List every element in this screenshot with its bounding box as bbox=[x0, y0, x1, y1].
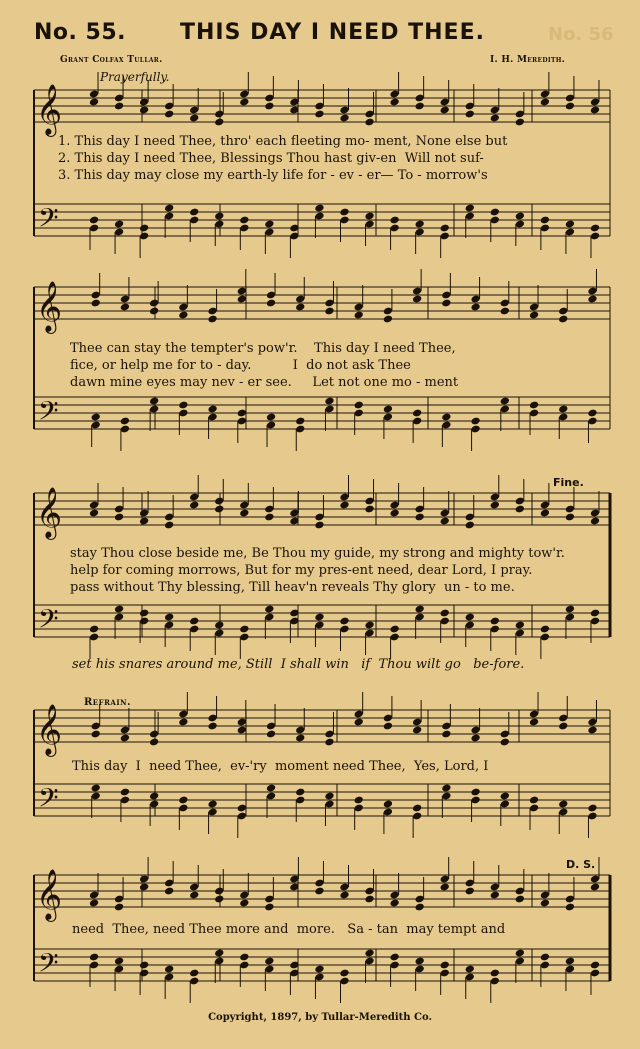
note-head bbox=[89, 625, 99, 634]
lyric-line: 2. This day I need Thee, Blessings Thou hast giv-en Will not suf- bbox=[58, 151, 484, 166]
note-head bbox=[515, 621, 525, 630]
note-head bbox=[500, 397, 510, 406]
note-head bbox=[339, 114, 349, 123]
note-head bbox=[120, 788, 130, 797]
note-head bbox=[558, 315, 568, 324]
clef-sign: 𝄢 bbox=[38, 395, 59, 433]
note-head bbox=[364, 118, 374, 127]
note-head bbox=[529, 311, 539, 320]
lyric-line: 3. This day may close my earth-ly life for - ev - er— To - morrow's bbox=[58, 168, 488, 183]
note-head bbox=[441, 730, 451, 739]
note-head bbox=[314, 887, 324, 896]
lyric-line: 1. This day I need Thee, thro' each fleeting mo- ment, None else but bbox=[58, 134, 508, 149]
note-head bbox=[139, 609, 149, 618]
note-head bbox=[114, 102, 124, 111]
note-head bbox=[587, 409, 597, 418]
note-head bbox=[139, 517, 149, 526]
note-head bbox=[89, 899, 99, 908]
note-head bbox=[214, 895, 224, 904]
note-head bbox=[264, 957, 274, 966]
note-head bbox=[383, 800, 393, 809]
lyric-line: fice, or help me for to - day. I do not ask Thee bbox=[70, 358, 411, 373]
note-head bbox=[214, 212, 224, 221]
note-head bbox=[214, 118, 224, 127]
note-head bbox=[412, 726, 422, 735]
note-head bbox=[89, 98, 99, 107]
note-head bbox=[540, 899, 550, 908]
note-head bbox=[389, 216, 399, 225]
note-head bbox=[389, 509, 399, 518]
note-head bbox=[120, 734, 130, 743]
note-head bbox=[440, 883, 450, 892]
note-head bbox=[314, 613, 324, 622]
composer-credit: I. H. Meredith. bbox=[490, 55, 566, 65]
note-head bbox=[239, 899, 249, 908]
note-head bbox=[540, 216, 550, 225]
note-head bbox=[540, 98, 550, 107]
note-head bbox=[189, 617, 199, 626]
note-head bbox=[139, 224, 149, 233]
note-head bbox=[415, 605, 425, 614]
note-head bbox=[415, 220, 425, 229]
note-head bbox=[490, 501, 500, 510]
note-head bbox=[470, 303, 480, 312]
note-head bbox=[266, 784, 276, 793]
bleed-through-number: No. 56 bbox=[548, 24, 614, 45]
note-head bbox=[324, 738, 334, 747]
note-head bbox=[441, 784, 451, 793]
note-head bbox=[239, 509, 249, 518]
note-head bbox=[558, 722, 568, 731]
note-head bbox=[178, 401, 188, 410]
note-head bbox=[529, 401, 539, 410]
note-head bbox=[565, 220, 575, 229]
note-head bbox=[266, 413, 276, 422]
note-head bbox=[120, 303, 130, 312]
note-head bbox=[540, 953, 550, 962]
note-head bbox=[465, 887, 475, 896]
note-head bbox=[339, 208, 349, 217]
note-head bbox=[565, 102, 575, 111]
fine-marking: Fine. bbox=[553, 476, 584, 489]
clef-sign: 𝄞 bbox=[36, 869, 63, 920]
note-head bbox=[189, 969, 199, 978]
note-head bbox=[558, 405, 568, 414]
note-head bbox=[364, 895, 374, 904]
note-head bbox=[237, 295, 247, 304]
note-head bbox=[540, 509, 550, 518]
note-head bbox=[339, 617, 349, 626]
note-head bbox=[89, 216, 99, 225]
note-head bbox=[295, 417, 305, 426]
note-head bbox=[440, 517, 450, 526]
note-head bbox=[412, 804, 422, 813]
note-head bbox=[339, 501, 349, 510]
note-head bbox=[354, 311, 364, 320]
note-head bbox=[164, 521, 174, 530]
note-head bbox=[264, 903, 274, 912]
note-head bbox=[266, 730, 276, 739]
lyricist-credit: Grant Colfax Tullar. bbox=[60, 55, 163, 65]
note-head bbox=[178, 718, 188, 727]
note-head bbox=[383, 405, 393, 414]
ds-marking: D. S. bbox=[566, 858, 596, 871]
note-head bbox=[500, 738, 510, 747]
note-head bbox=[139, 961, 149, 970]
note-head bbox=[389, 899, 399, 908]
note-head bbox=[189, 208, 199, 217]
note-head bbox=[354, 796, 364, 805]
clef-sign: 𝄢 bbox=[38, 947, 59, 985]
note-head bbox=[339, 969, 349, 978]
note-head bbox=[490, 208, 500, 217]
hymn-title: THIS DAY I NEED THEE. bbox=[180, 20, 485, 45]
note-head bbox=[266, 299, 276, 308]
note-head bbox=[207, 315, 217, 324]
note-head bbox=[558, 800, 568, 809]
note-head bbox=[178, 311, 188, 320]
note-head bbox=[440, 609, 450, 618]
note-head bbox=[114, 220, 124, 229]
note-head bbox=[189, 114, 199, 123]
note-head bbox=[214, 621, 224, 630]
note-head bbox=[149, 792, 159, 801]
note-head bbox=[89, 953, 99, 962]
note-head bbox=[389, 98, 399, 107]
note-head bbox=[587, 804, 597, 813]
note-head bbox=[264, 102, 274, 111]
note-head bbox=[415, 102, 425, 111]
note-head bbox=[239, 625, 249, 634]
note-head bbox=[415, 903, 425, 912]
note-head bbox=[415, 957, 425, 966]
note-head bbox=[324, 792, 334, 801]
note-head bbox=[470, 734, 480, 743]
lyric-line: help for coming morrows, But for my pres-ent need, dear Lord, I pray. bbox=[70, 563, 533, 578]
note-head bbox=[295, 734, 305, 743]
note-head bbox=[529, 796, 539, 805]
note-head bbox=[470, 417, 480, 426]
note-head bbox=[389, 625, 399, 634]
note-head bbox=[314, 110, 324, 119]
note-head bbox=[354, 718, 364, 727]
note-head bbox=[565, 513, 575, 522]
lyric-line: This day I need Thee, ev-'ry moment need Thee, Yes, Lord, I bbox=[72, 759, 489, 774]
note-head bbox=[91, 730, 101, 739]
note-head bbox=[237, 804, 247, 813]
note-head bbox=[239, 98, 249, 107]
note-head bbox=[295, 303, 305, 312]
note-head bbox=[515, 895, 525, 904]
note-head bbox=[91, 784, 101, 793]
note-head bbox=[465, 613, 475, 622]
note-head bbox=[587, 726, 597, 735]
note-head bbox=[264, 513, 274, 522]
note-head bbox=[515, 118, 525, 127]
note-head bbox=[412, 409, 422, 418]
note-head bbox=[239, 953, 249, 962]
note-head bbox=[324, 397, 334, 406]
note-head bbox=[540, 625, 550, 634]
note-head bbox=[590, 609, 600, 618]
note-head bbox=[470, 788, 480, 797]
note-head bbox=[324, 307, 334, 316]
note-head bbox=[237, 726, 247, 735]
clef-sign: 𝄞 bbox=[36, 281, 63, 332]
note-head bbox=[89, 509, 99, 518]
note-head bbox=[314, 521, 324, 530]
note-head bbox=[237, 409, 247, 418]
note-head bbox=[364, 621, 374, 630]
note-head bbox=[465, 965, 475, 974]
clef-sign: 𝄢 bbox=[38, 603, 59, 641]
note-head bbox=[91, 413, 101, 422]
note-head bbox=[164, 110, 174, 119]
note-head bbox=[590, 224, 600, 233]
lyric-line: need Thee, need Thee more and more. Sa - tan may tempt and bbox=[72, 922, 506, 937]
note-head bbox=[354, 401, 364, 410]
note-head bbox=[189, 501, 199, 510]
note-head bbox=[490, 891, 500, 900]
note-head bbox=[207, 722, 217, 731]
note-head bbox=[178, 796, 188, 805]
note-head bbox=[114, 957, 124, 966]
note-head bbox=[364, 212, 374, 221]
note-head bbox=[565, 605, 575, 614]
note-head bbox=[139, 106, 149, 115]
note-head bbox=[364, 505, 374, 514]
note-head bbox=[441, 413, 451, 422]
note-head bbox=[91, 299, 101, 308]
note-head bbox=[412, 295, 422, 304]
note-head bbox=[164, 204, 174, 213]
note-head bbox=[590, 883, 600, 892]
note-head bbox=[490, 617, 500, 626]
note-head bbox=[590, 106, 600, 115]
note-head bbox=[440, 106, 450, 115]
note-head bbox=[149, 738, 159, 747]
note-head bbox=[339, 891, 349, 900]
note-head bbox=[149, 307, 159, 316]
note-head bbox=[529, 718, 539, 727]
note-head bbox=[515, 505, 525, 514]
note-head bbox=[415, 513, 425, 522]
note-head bbox=[490, 114, 500, 123]
note-head bbox=[465, 110, 475, 119]
note-head bbox=[239, 216, 249, 225]
note-head bbox=[164, 965, 174, 974]
copyright-notice: Copyright, 1897, by Tullar-Meredith Co. bbox=[208, 1012, 432, 1023]
note-head bbox=[120, 417, 130, 426]
clef-sign: 𝄞 bbox=[36, 487, 63, 538]
note-head bbox=[364, 949, 374, 958]
note-head bbox=[314, 204, 324, 213]
note-head bbox=[587, 295, 597, 304]
note-head bbox=[164, 613, 174, 622]
note-head bbox=[264, 605, 274, 614]
refrain-label: Refrain. bbox=[84, 697, 132, 708]
note-head bbox=[440, 224, 450, 233]
note-head bbox=[515, 212, 525, 221]
clef-sign: 𝄢 bbox=[38, 782, 59, 820]
note-head bbox=[441, 299, 451, 308]
hymn-number: No. 55. bbox=[34, 20, 127, 45]
note-head bbox=[490, 969, 500, 978]
note-head bbox=[440, 961, 450, 970]
note-head bbox=[383, 722, 393, 731]
note-head bbox=[500, 792, 510, 801]
clef-sign: 𝄢 bbox=[38, 202, 59, 240]
note-head bbox=[465, 521, 475, 530]
note-head bbox=[590, 517, 600, 526]
note-head bbox=[314, 965, 324, 974]
note-head bbox=[264, 220, 274, 229]
note-head bbox=[515, 949, 525, 958]
lyric-line: dawn mine eyes may nev - er see. Let not one mo - ment bbox=[70, 375, 459, 390]
clef-sign: 𝄞 bbox=[36, 84, 63, 135]
note-head bbox=[149, 397, 159, 406]
note-head bbox=[383, 315, 393, 324]
bass-lyric-line: set his snares around me, Still I shall win if Thou wilt go be-fore. bbox=[72, 657, 525, 672]
note-head bbox=[164, 887, 174, 896]
lyric-line: Thee can stay the tempter's pow'r. This day I need Thee, bbox=[70, 341, 456, 356]
note-head bbox=[207, 405, 217, 414]
note-head bbox=[500, 307, 510, 316]
note-head bbox=[114, 903, 124, 912]
lyric-line: stay Thou close beside me, Be Thou my guide, my strong and mighty tow'r. bbox=[70, 546, 565, 561]
note-head bbox=[295, 788, 305, 797]
note-head bbox=[214, 505, 224, 514]
note-head bbox=[114, 605, 124, 614]
note-head bbox=[139, 883, 149, 892]
note-head bbox=[590, 961, 600, 970]
tempo-marking: Prayerfully. bbox=[100, 70, 170, 84]
note-head bbox=[114, 513, 124, 522]
note-head bbox=[465, 204, 475, 213]
note-head bbox=[389, 953, 399, 962]
note-head bbox=[214, 949, 224, 958]
note-head bbox=[207, 800, 217, 809]
note-head bbox=[565, 903, 575, 912]
clef-sign: 𝄞 bbox=[36, 704, 63, 755]
note-head bbox=[565, 957, 575, 966]
lyric-line: pass without Thy blessing, Till heav'n reveals Thy glory un - to me. bbox=[70, 580, 515, 595]
note-head bbox=[189, 891, 199, 900]
